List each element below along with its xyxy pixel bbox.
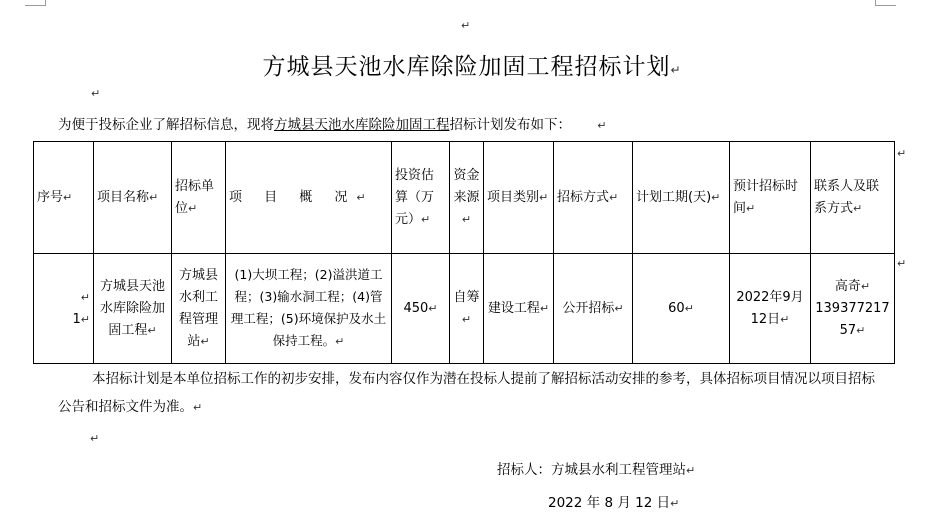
cell-seq: ↵ 1↵ bbox=[34, 254, 94, 364]
intro-paragraph bbox=[58, 113, 607, 133]
cell-time: 2022年9月12日↵ bbox=[730, 254, 811, 364]
note-paragraph bbox=[58, 365, 878, 422]
date-text: 2022 年 8 月 12 日 bbox=[548, 495, 671, 511]
page-corner-mark-right bbox=[875, 0, 896, 6]
contact-name: 高奇 bbox=[834, 278, 861, 294]
intro-after: 招标计划发布如下： bbox=[449, 117, 571, 133]
cell-category: 建设工程↵ bbox=[484, 254, 554, 364]
signature-text: 招标人：方城县水利工程管理站 bbox=[497, 462, 686, 478]
cell-unit: 方城县水利工程管理站↵ bbox=[172, 254, 226, 364]
contact-phone: 13937721757 bbox=[815, 300, 890, 338]
table-row bbox=[34, 254, 895, 364]
cell-fund: 自筹↵ bbox=[450, 254, 484, 364]
paragraph-mark-icon: ↵ bbox=[670, 497, 680, 510]
cell-invest: 450↵ bbox=[392, 254, 450, 364]
page-corner-mark-left bbox=[25, 0, 46, 6]
paragraph-mark-icon: ↵ bbox=[686, 464, 696, 477]
title-text: 方城县天池水库除险加固工程招标计划 bbox=[262, 54, 671, 80]
header-invest: 投资估算（万元）↵ bbox=[392, 142, 450, 254]
paragraph-mark-icon: ↵ bbox=[91, 87, 101, 100]
header-unit: 招标单位↵ bbox=[172, 142, 226, 254]
paragraph-mark-icon: ↵ bbox=[193, 401, 203, 414]
paragraph-mark-icon: ↵ bbox=[461, 19, 471, 32]
paragraph-mark-icon: ↵ bbox=[90, 432, 100, 445]
signature-line bbox=[497, 458, 695, 478]
header-contact: 联系人及联系方式↵ bbox=[811, 142, 895, 254]
cell-name: 方城县天池水库除险加固工程↵ bbox=[94, 254, 172, 364]
header-method: 招标方式↵ bbox=[554, 142, 633, 254]
header-category: 项目类别↵ bbox=[484, 142, 554, 254]
page-title bbox=[0, 48, 944, 81]
intro-before: 为便于投标企业了解招标信息，现将 bbox=[58, 117, 274, 133]
row-end-mark-icon: ↵ bbox=[897, 257, 907, 270]
row-end-mark-icon: ↵ bbox=[897, 147, 907, 160]
paragraph-mark-icon: ↵ bbox=[597, 119, 607, 132]
cell-period: 60↵ bbox=[633, 254, 730, 364]
cell-contact: 高奇↵ 13937721757↵ bbox=[811, 254, 895, 364]
header-overview: 项 目 概 况↵ bbox=[226, 142, 392, 254]
intro-project-name: 方城县天池水库除险加固工程 bbox=[274, 117, 450, 133]
header-time: 预计招标时间↵ bbox=[730, 142, 811, 254]
table-header-row bbox=[34, 142, 895, 254]
header-fund: 资金来源↵ bbox=[450, 142, 484, 254]
cell-method: 公开招标↵ bbox=[554, 254, 633, 364]
note-text: 本招标计划是本单位招标工作的初步安排，发布内容仅作为潜在投标人提前了解招标活动安排的参考，具体招标项目情况以项目招标公告和招标文件为准。 bbox=[58, 371, 875, 415]
header-name: 项目名称↵ bbox=[94, 142, 172, 254]
paragraph-mark-icon: ↵ bbox=[670, 63, 682, 77]
cell-overview: (1)大坝工程；(2)溢洪道工程；(3)输水洞工程；(4)管理工程；(5)环境保护及水土保持工程。↵ bbox=[226, 254, 392, 364]
header-period: 计划工期(天)↵ bbox=[633, 142, 730, 254]
date-line bbox=[548, 491, 679, 511]
header-seq: 序号↵ bbox=[34, 142, 94, 254]
tender-plan-table bbox=[33, 141, 895, 364]
